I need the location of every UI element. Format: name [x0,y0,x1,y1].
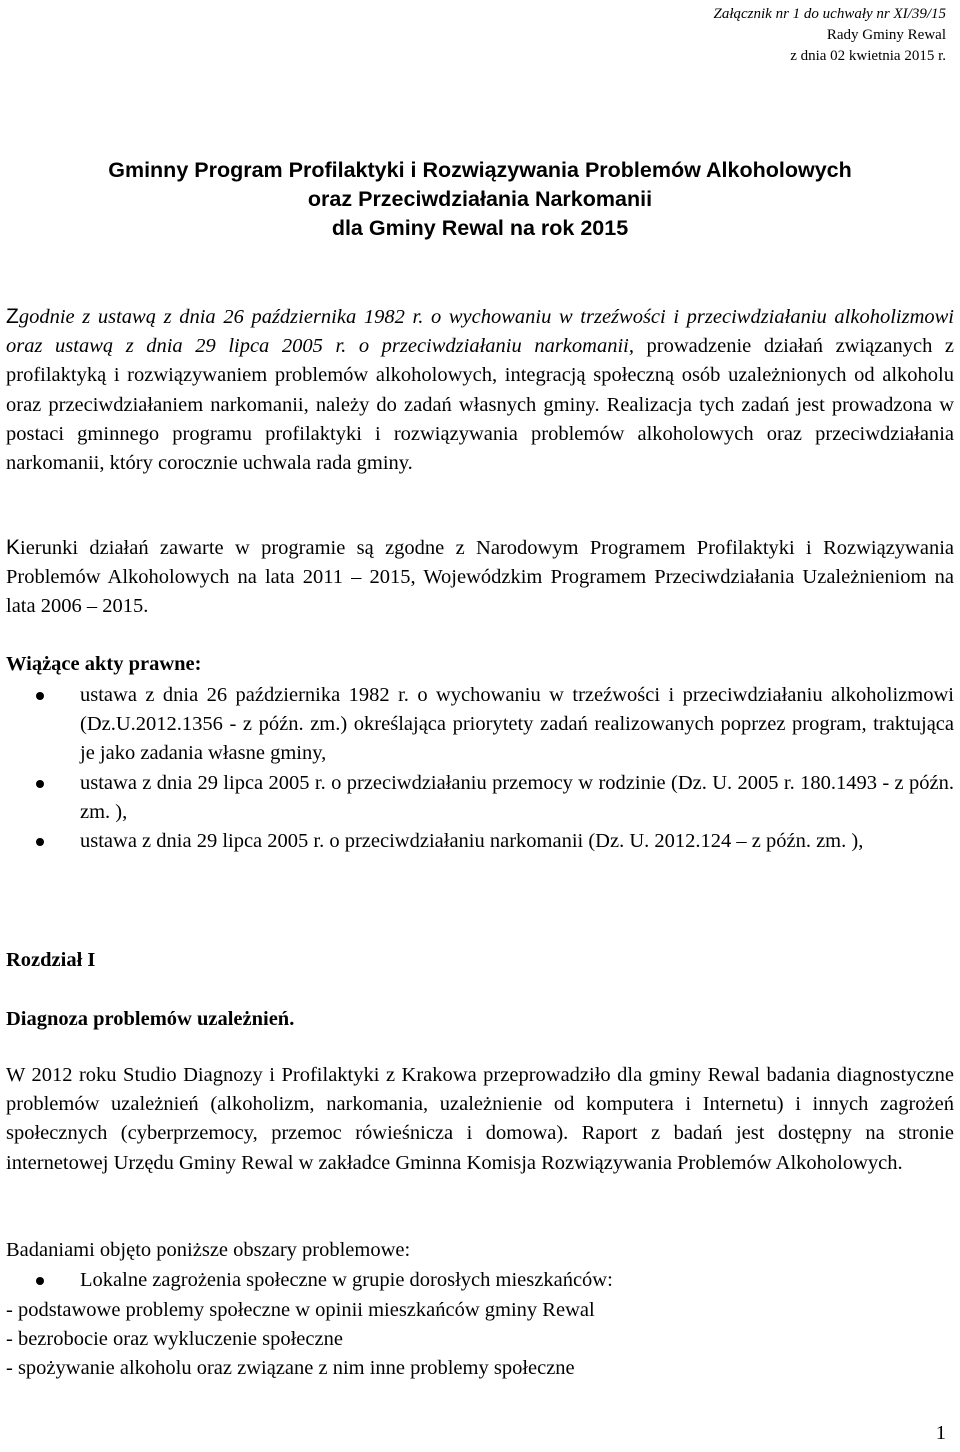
date-line: z dnia 02 kwietnia 2015 r. [790,48,946,64]
attachment-line: Załącznik nr 1 do uchwały nr XI/39/15 [713,6,946,22]
legal-heading: Wiążące akty prawne: [6,653,202,675]
document-header [714,4,947,67]
legal-item: ustawa z dnia 29 lipca 2005 r. o przeciwdziałaniu narkomanii (Dz. U. 2012.124 – z późn. zm. ), [6,827,954,856]
diagnosis-paragraph: W 2012 roku Studio Diagnozy i Profilaktyki z Krakowa przeprowadziło dla gminy Rewal badania diagnostyczne problemów uzależnień (alkoholizm, narkomania, uzależnienie od komputera i Internetu) i innych zagrożeń społecznych (cyberprzemocy, przemoc rówieśnicza i domowa). Raport z badań jest dostępny na stronie internetowej Urzędu Gminy Rewal w zakładce Gminna Komisja Rozwiązywania Problemów Alkoholowych. [6,1064,954,1174]
bullet-icon [36,1277,44,1285]
directions-body: ierunki działań zawarte w programie są zgodne z Narodowym Programem Profilaktyki i Rozwiązywania Problemów Alkoholowych na lata 2011 – 2015, Wojewódzkim Programem Przeciwdziałania Uzależnieniom na lata 2006 – 2015. [6,537,954,618]
areas-list [6,1266,954,1295]
area-dash-item: - spożywanie alkoholu oraz związane z nim inne problemy społeczne [6,1357,575,1379]
chapter-subtitle: Diagnoza problemów uzależnień. [6,1008,295,1030]
legal-item: ustawa z dnia 29 lipca 2005 r. o przeciwdziałaniu przemocy w rodzinie (Dz. U. 2005 r. 180.1493 - z późn. zm. ), [6,769,954,827]
area-dash-item: - podstawowe problemy społeczne w opinii mieszkańców gminy Rewal [6,1299,595,1321]
legal-item: ustawa z dnia 26 października 1982 r. o wychowaniu w trzeźwości i przeciwdziałaniu alkoholizmowi (Dz.U.2012.1356 - z późn. zm.) określająca priorytety zadań realizowanych poprzez program, traktująca je jako zadania własne gminy, [6,681,954,769]
areas-item: Lokalne zagrożenia społeczne w grupie dorosłych mieszkańców: [6,1266,954,1295]
directions-paragraph [6,533,954,622]
document-title [0,156,960,243]
areas-intro: Badaniami objęto poniższe obszary problemowe: [6,1239,411,1261]
bullet-icon [36,692,44,700]
bullet-icon [36,780,44,788]
page-number: 1 [935,1422,946,1444]
chapter-label: Rozdział I [6,949,96,971]
council-line: Rady Gminy Rewal [826,27,946,43]
area-dash-item: - bezrobocie oraz wykluczenie społeczne [6,1328,343,1350]
intro-paragraph [6,302,954,478]
intro-lead: godnie [18,306,83,328]
intro-law-reference: z ustawą z dnia 26 października 1982 r. o wychowaniu w trzeźwości i przeciwdziałaniu alkoholizmowi oraz ustawą z dnia 29 lipca 2005 r. o przeciwdziałaniu narkomanii, [6,306,954,358]
directions-first-letter: K [6,536,21,559]
legal-list [6,681,954,856]
intro-body: prowadzenie działań związanych z profilaktyką i rozwiązywaniem problemów alkoholowych, integracją społeczną osób uzależnionych od alkoholu oraz przeciwdziałaniem narkomanii, należy do zadań własnych gminy. Realizacja tych zadań jest prowadzona w postaci gminnego programu profilaktyki i rozwiązywania problemów alkoholowych oraz przeciwdziałania narkomanii, który corocznie uchwala rada gminy. [6,335,954,475]
intro-first-letter: Z [6,305,19,328]
title-line-3: dla Gminy Rewal na rok 2015 [331,216,629,240]
title-line-2: oraz Przeciwdziałania Narkomanii [307,187,653,211]
bullet-icon [36,838,44,846]
title-line-1: Gminny Program Profilaktyki i Rozwiązywania Problemów Alkoholowych [108,158,852,182]
